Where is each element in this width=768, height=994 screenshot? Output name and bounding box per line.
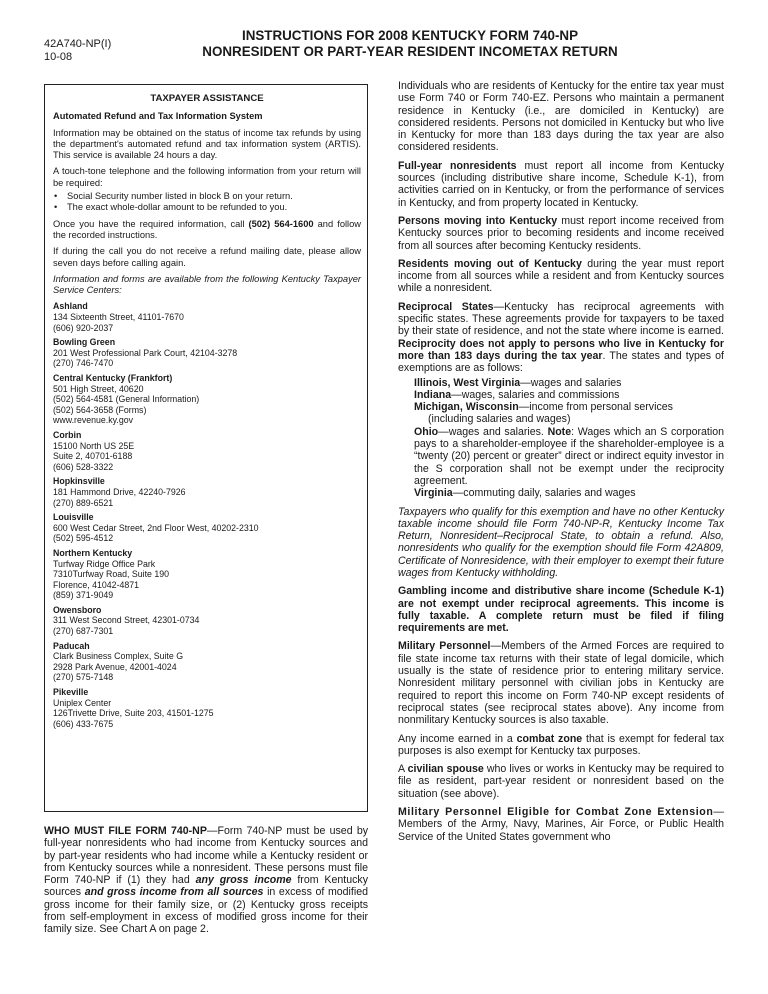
service-centers-list [53,301,361,729]
service-center-line: (270) 746-7470 [53,358,114,369]
service-center-line: Turfway Ridge Office Park [53,558,156,569]
service-center-line: (270) 687-7301 [53,626,114,637]
service-center [53,687,361,729]
service-center-line: (606) 433-7675 [53,718,114,729]
moving-out-paragraph: Residents moving out of Kentucky during the year must report income from all sources while a resident and from Kentucky sources while a nonresident. [398,257,724,295]
service-center-line: Florence, 41042-4871 [53,579,140,590]
service-center-line: 201 West Professional Park Court, 42104-3278 [53,347,238,358]
residents-paragraph: Individuals who are residents of Kentucky for the entire tax year must use Form 740 or Form 740-EZ. Persons who maintain a permanent residence in Kentucky (i.e., are domiciled in Kentucky) are considered residents. Persons not domiciled in Kentucky but who live in Kentucky for more than 183 days during the tax year are also considered residents. [398,80,724,154]
mailing-paragraph: If during the call you do not receive a refund mailing date, please allow seven days before calling again. [53,246,361,268]
reciprocal-states-paragraph: Reciprocal States—Kentucky has reciprocal agreements with specific states. These agreements provide for taxpayers to be taxed by their state of residence, and not the state where income is earned. Reciprocity does not apply to persons who live in Kentucky for more than 183 days during the tax year. The states and types of exemptions are as follows: [398,300,724,375]
requirements-paragraph: A touch-tone telephone and the following information from your return will be required: [53,166,361,188]
list-item-continued: (including salaries and wages) [428,413,571,426]
service-center-name: Pikeville [53,687,89,698]
refund-phone: (502) 564-1600 [248,218,314,229]
right-column [398,80,724,849]
service-center-name: Louisville [53,512,94,523]
combat-zone-paragraph: Any income earned in a combat zone that is exempt for federal tax purposes is also exempt for Kentucky tax purposes. [398,732,725,757]
list-item: • Social Security number listed in block B on your return. [53,191,361,202]
list-item: Ohio—wages and salaries. Note: Wages which an S corporation pays to a shareholder-employee if the shareholder-employee is a “twenty (20) percent or greater” direct or indirect equity investor in the S corporation shall not be exempt under the reciprocity agreement. [414,425,725,487]
service-center [53,301,361,333]
combat-zone-extension-paragraph: Military Personnel Eligible for Combat Zone Extension—Members of the Army, Navy, Marines, Air Force, or Public Health Service of the United States government who [398,806,724,843]
call-paragraph: Once you have the required information, call (502) 564-1600 and follow the recorded instructions. [53,218,361,240]
service-center [53,641,361,683]
service-center-line: 15100 North US 25E [53,440,135,451]
service-center-line: 600 West Cedar Street, 2nd Floor West, 40202-2310 [53,522,259,533]
assistance-subheading: Automated Refund and Tax Information System [53,111,263,122]
service-center-name: Northern Kentucky [53,547,133,558]
who-must-file-heading: WHO MUST FILE FORM 740-NP [44,825,207,837]
service-center-name: Ashland [53,301,88,312]
form-id: 42A740-NP(I) [44,38,112,50]
list-item: Illinois, West Virginia—wages and salaries [414,376,622,389]
service-center [53,373,361,426]
list-item: • The exact whole-dollar amount to be refunded to you. [53,202,361,213]
list-item: Indiana—wages, salaries and commissions [414,388,620,401]
service-center-line: (502) 564-4581 (General Information) [53,394,200,405]
moving-into-paragraph: Persons moving into Kentucky must report income received from Kentucky sources prior to becoming residents and income received from all sources after becoming Kentucky residents. [398,214,724,252]
service-center-line: Clark Business Complex, Suite G [53,651,184,662]
exemption-qualify-paragraph: Taxpayers who qualify for this exemption and have no other Kentucky taxable income should file Form 740-NP-R, Kentucky Income Tax Return, Nonresident–Reciprocal State, to obtain a refund. Also, nonresidents who qualify for the exemption should file Form 42A809, Certificate of Nonresidence, with their employer to exempt their future wages from Kentucky withholding. [398,505,724,579]
service-center-line: 311 West Second Street, 42301-0734 [53,615,200,626]
reciprocal-states-list [398,377,724,500]
service-center [53,476,361,508]
service-center-line: 126Trivette Drive, Suite 203, 41501-1275 [53,708,214,719]
list-item: Michigan, Wisconsin—income from personal services [414,401,673,414]
service-center-line: (502) 595-4512 [53,533,114,544]
title-line-2: NONRESIDENT OR PART-YEAR RESIDENT INCOMETAX RETURN [202,44,618,59]
gambling-income-paragraph: Gambling income and distributive share income (Schedule K-1) are not exempt under reciprocal agreements. This income is fully taxable. A complete return must be filed if filing requirements are met. [398,585,724,635]
service-centers-intro: Information and forms are available from the following Kentucky Taxpayer Service Centers: [53,273,361,296]
form-date-code: 10-08 [44,51,73,63]
service-center-line: (270) 889-6521 [53,497,114,508]
service-center-line: 134 Sixteenth Street, 41101-7670 [53,312,184,323]
service-center-name: Corbin [53,429,82,440]
service-center-line: (270) 575-7148 [53,672,114,683]
service-center-name: Paducah [53,640,90,651]
list-item: Virginia—commuting daily, salaries and wages [414,487,636,500]
service-center-line: 7310Turfway Road, Suite 190 [53,569,170,580]
civilian-spouse-paragraph: A civilian spouse who lives or works in Kentucky may be required to file as resident, part-year resident or nonresident based on the situation (see above). [398,763,724,800]
service-center-name: Owensboro [53,604,102,615]
form-number [44,38,111,64]
title-line-1: INSTRUCTIONS FOR 2008 KENTUCKY FORM 740-NP [241,28,579,43]
service-center-line: Uniplex Center [53,697,112,708]
service-center [53,548,361,601]
service-center-line: (606) 920-2037 [53,322,114,333]
assistance-heading: TAXPAYER ASSISTANCE [150,93,264,104]
who-must-file-section: WHO MUST FILE FORM 740-NP—Form 740-NP must be used by full-year nonresidents who had income from Kentucky sources and by part-year residents who had income while a Kentucky resident or from Kentucky sources while a nonresident. These persons must file Form 740-NP if (1) they had any gross income from Kentucky sources and gross income from all sources in excess of modified gross income for their family size, or (2) Kentucky gross receipts from self-employment in excess of modified gross income for their family size. See Chart A on page 2. [44,825,369,936]
service-center-line: (502) 564-3658 (Forms) [53,404,147,415]
service-center-line: 181 Hammond Drive, 42240-7926 [53,486,186,497]
requirements-list [53,191,361,214]
page-title [150,28,670,60]
full-year-nonresidents-paragraph: Full-year nonresidents must report all income from Kentucky sources (including distributive share income, Schedule K-1), from activities carried on in Kentucky, or from the performance of services in Kentucky, and from property located in Kentucky. [398,159,724,209]
service-center-line: 501 High Street, 40620 [53,383,144,394]
service-center-name: Bowling Green [53,337,116,348]
taxpayer-assistance-box [44,84,368,812]
service-center-name: Hopkinsville [53,476,105,487]
service-center-line: www.revenue.ky.gov [53,415,134,426]
service-center [53,430,361,472]
artis-paragraph: Information may be obtained on the status of income tax refunds by using the department's automated refund and tax information system (ARTIS). This service is available 24 hours a day. [53,127,361,161]
service-center-line: (859) 371-9049 [53,590,114,601]
service-center-name: Central Kentucky (Frankfort) [53,373,173,384]
service-center-line: Suite 2, 40701-6188 [53,451,133,462]
service-center-line: (606) 528-3322 [53,461,114,472]
service-center [53,512,361,544]
service-center [53,337,361,369]
service-center [53,605,361,637]
military-personnel-paragraph: Military Personnel—Members of the Armed Forces are required to file state income tax returns with their state of legal domicile, which usually is the state of residence prior to entering military service. Nonresident military personnel with civilian jobs in Kentucky are required to report this income on Form 740-NP except residents of reciprocal states (see reciprocal states above). Any income from nonmilitary Kentucky sources is also taxable. [398,640,724,727]
service-center-line: 2928 Park Avenue, 42001-4024 [53,661,177,672]
